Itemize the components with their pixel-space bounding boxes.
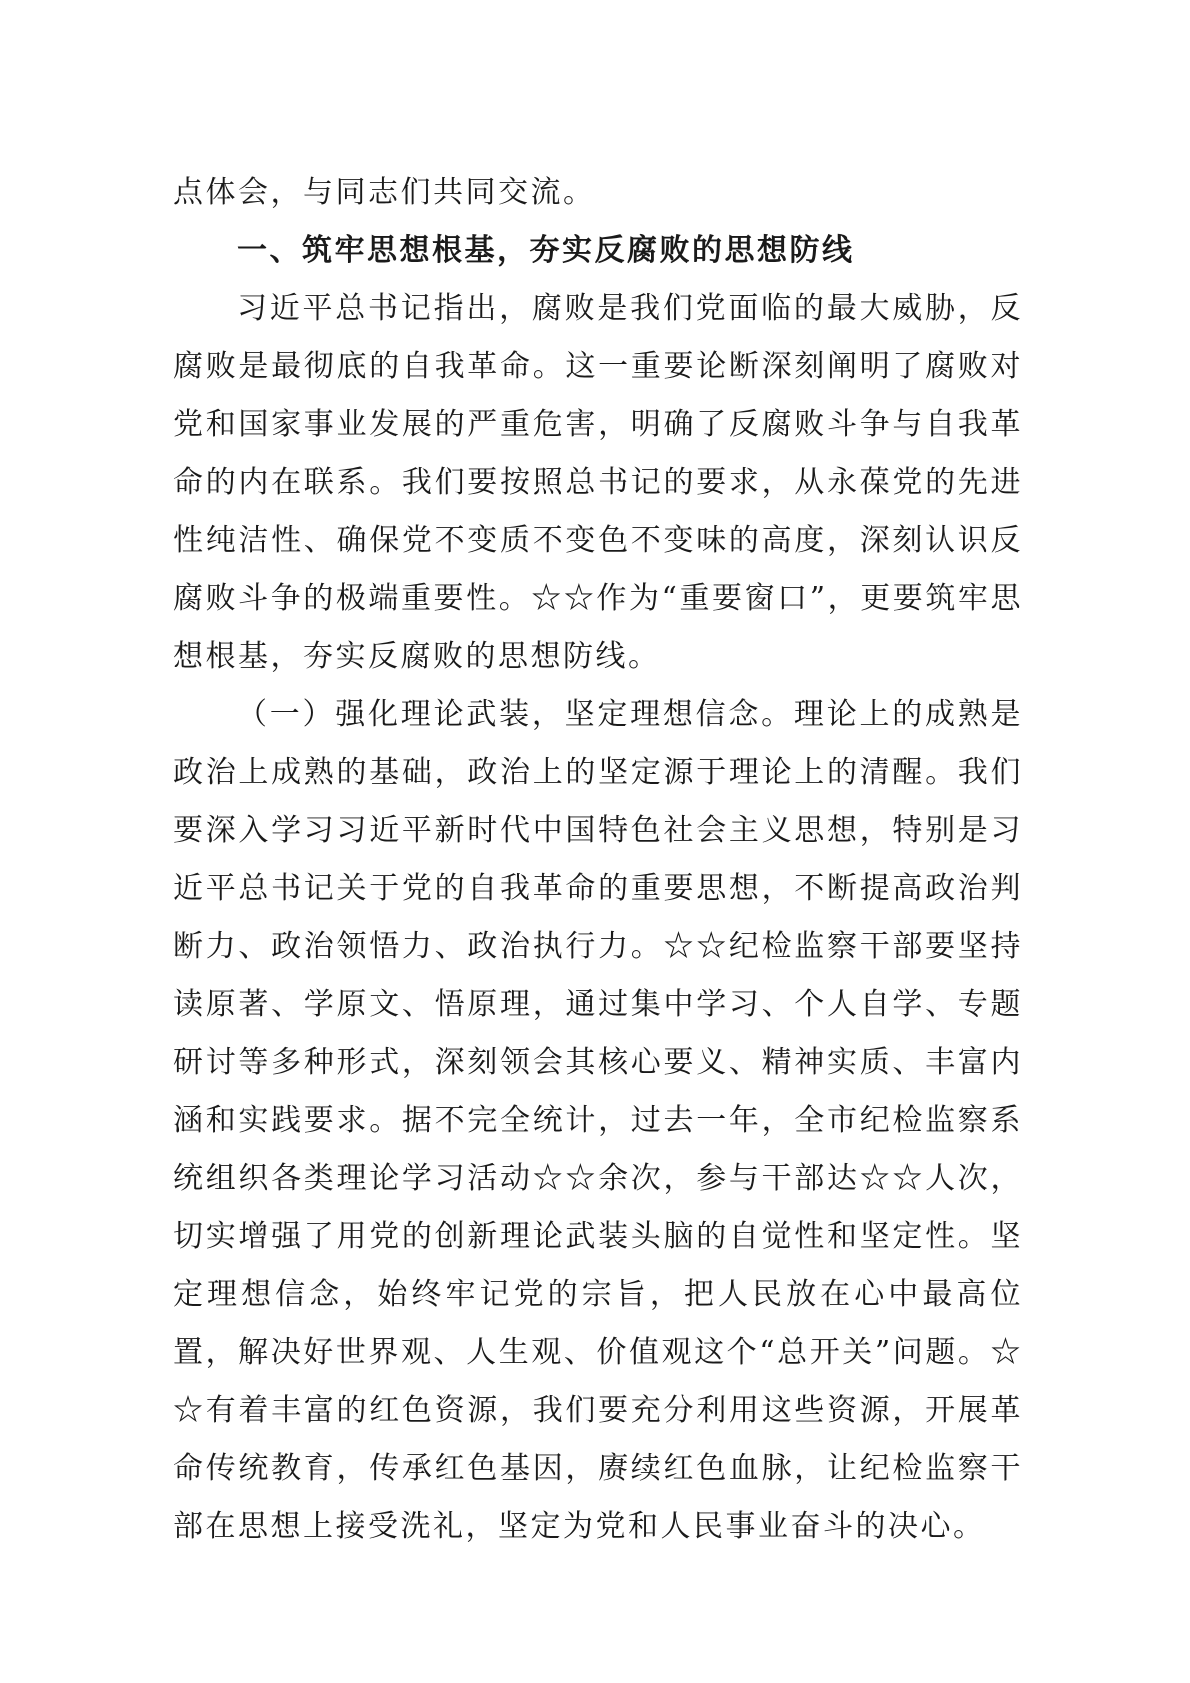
paragraph-intro: 习近平总书记指出，腐败是我们党面临的最大威胁，反腐败是最彻底的自我革命。这一重要论断深刻阐明了腐败对党和国家事业发展的严重危害，明确了反腐败斗争与自我革命的内在联系。我们要按照总书记的要求，从永葆党的先进性纯洁性、确保党不变质不变色不变味的高度，深刻认识反腐败斗争的极端重要性。☆☆作为“重要窗口”，更要筑牢思想根基，夯实反腐败的思想防线。 — [173, 291, 1023, 674]
section-heading: 一、筑牢思想根基，夯实反腐败的思想防线 — [237, 233, 855, 268]
document-body — [173, 164, 1023, 1556]
paragraph-subsection-one: （一）强化理论武装，坚定理想信念。理论上的成熟是政治上成熟的基础，政治上的坚定源于理论上的清醒。我们要深入学习习近平新时代中国特色社会主义思想，特别是习近平总书记关于党的自我革命的重要思想，不断提高政治判断力、政治领悟力、政治执行力。☆☆纪检监察干部要坚持读原著、学原文、悟原理，通过集中学习、个人自学、专题研讨等多种形式，深刻领会其核心要义、精神实质、丰富内涵和实践要求。据不完全统计，过去一年，全市纪检监察系统组织各类理论学习活动☆☆余次，参与干部达☆☆人次，切实增强了用党的创新理论武装头脑的自觉性和坚定性。坚定理想信念，始终牢记党的宗旨，把人民放在心中最高位置，解决好世界观、人生观、价值观这个“总开关”问题。☆☆有着丰富的红色资源，我们要充分利用这些资源，开展革命传统教育，传承红色基因，赓续红色血脉，让纪检监察干部在思想上接受洗礼，坚定为党和人民事业奋斗的决心。 — [173, 697, 1023, 1544]
paragraph-continuation: 点体会，与同志们共同交流。 — [173, 175, 596, 210]
